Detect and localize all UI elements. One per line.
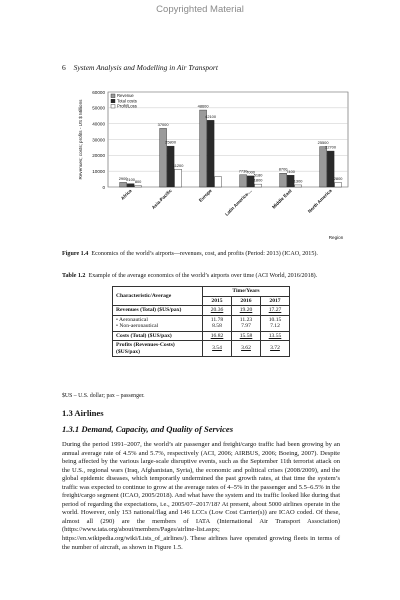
row-label-aeronautical: • Aeronautical	[116, 316, 148, 323]
row-label: Costs (Total) ($US/pax)	[113, 331, 203, 341]
table-row	[113, 331, 290, 341]
section-heading: 1.3 Airlines	[62, 408, 104, 418]
cell-value: 10.15	[268, 316, 282, 323]
legend-swatch	[111, 94, 115, 98]
cell-value: 11.78	[210, 316, 224, 323]
body-paragraph: During the period 1991–2007, the world’s air passenger and freight/cargo traffic had been growing by an annual average rate of 4.5% and 5.7%, respectively (ACI, 2006; AIRBUS, 2006; Boeing, 2007). Despite being affected by the various large-scale disruptive events, such as the September 11th terrorist attack on the U.S., regional wars (Iraq, Afghanistan, Syria), the economic and political crises (2008/2009), and the global epidemic diseases, which temporarily undermined the past growth rates, at that time the system’s traffic was expected to continue to grow at the average rates of 4–5% in the passenger and 5.5–6.5% in the freight/cargo segment (ICAO, 2005/2018). And what have the system and its traffic looked like during that period of regarding the expectations, i.e., 2005/07–2017/18? At present, about 5000 airlines operate in the world. However, only 153 national/flag and 146 LCCs (Low Cost Carrier(s)) are ICAO coded. Of these, almost all (290) are the members of IATA (International Air Transport Association) (https://www.iata.org/about/members/Pages/airline-list.aspx; https://en.wikipedia.org/wiki/Lists_of_airlines/). These airlines have operated growing fleets in terms of the number of aircraft, as shown in Figure 1.5.	[62, 441, 340, 551]
table-cell: 13.55	[261, 331, 290, 341]
bar	[280, 173, 287, 187]
data-label: 1800	[253, 177, 263, 183]
bar	[215, 177, 222, 187]
table-label: Table 1.2	[62, 273, 86, 279]
cell-value: 7.97	[241, 323, 251, 329]
row-label: Revenues (Total) ($US/pax)	[113, 306, 203, 316]
subsection-heading: 1.3.1 Demand, Capacity, and Quality of Services	[62, 424, 234, 434]
y-tick-label: 20000	[92, 153, 105, 159]
data-label: 7730	[238, 168, 248, 174]
data-label: 25800	[165, 139, 177, 145]
regional-airport-economics-chart	[62, 88, 352, 248]
data-label: 48600	[197, 103, 209, 109]
data-label: 22700	[325, 144, 337, 150]
table-cell: 20.36	[203, 306, 232, 316]
row-label: Profits (Revenues-Costs) ($US/pax)	[113, 341, 203, 357]
figure-caption-text: Economics of the world’s airports—revenues, cost, and profits (Period: 2013) (ICAO, 2015).	[91, 251, 318, 257]
figure-caption	[62, 250, 352, 258]
bar	[127, 184, 134, 187]
data-label: 2800	[333, 176, 343, 182]
data-label: 11200	[172, 162, 184, 168]
x-axis-label: Region	[328, 235, 344, 240]
legend-entry: Profit/Loss	[117, 103, 137, 109]
cell-value: 8.58	[212, 323, 222, 329]
table-cell	[261, 315, 290, 331]
page-number: 6	[62, 63, 66, 72]
data-label: 800	[134, 179, 142, 185]
y-tick-label: 50000	[92, 105, 105, 111]
data-label: 42100	[205, 113, 217, 119]
data-label: 7000	[246, 169, 255, 175]
legend-swatch	[111, 104, 115, 108]
bar	[200, 110, 207, 187]
running-head	[62, 63, 218, 72]
table-cell: 3.72	[261, 341, 290, 357]
bar	[295, 185, 302, 187]
year-header: 2017	[261, 296, 290, 306]
data-label: 8700	[278, 166, 288, 172]
legend-entry: Total costs	[117, 98, 137, 104]
year-header: 2016	[232, 296, 261, 306]
row-label-non-aeronautical: • Non-aeronautical	[116, 323, 159, 329]
characteristic-header: Characteristic/Average	[113, 287, 203, 306]
watermark: Copyrighted Material	[156, 4, 244, 15]
bar	[255, 184, 262, 187]
running-head-title: System Analysis and Modelling in Air Transport	[73, 63, 218, 72]
data-label: 2100	[126, 177, 135, 183]
row-label	[113, 315, 203, 331]
data-label: 2900	[118, 175, 128, 181]
bar	[160, 128, 167, 187]
x-tick-label: Asia-Pacific	[150, 188, 173, 211]
data-label: 1300	[293, 178, 303, 184]
y-tick-label: 10000	[92, 168, 105, 174]
x-tick-label: Africa	[119, 188, 133, 201]
table-cell: 15.58	[232, 331, 261, 341]
figure-label: Figure 1.4	[62, 251, 89, 257]
bar	[207, 120, 214, 187]
legend-entry: Revenue	[117, 93, 134, 99]
table-cell: 19.20	[232, 306, 261, 316]
table-caption	[62, 272, 357, 280]
bar	[335, 183, 342, 187]
bar	[327, 151, 334, 187]
table-cell: 3.54	[203, 341, 232, 357]
table-row	[113, 341, 290, 357]
cell-value: 7.12	[270, 323, 280, 329]
x-tick-label: Middle East	[271, 188, 293, 210]
data-label: 5180	[253, 172, 263, 178]
bar	[120, 182, 127, 187]
table-caption-text: Example of the average economics of the world’s airports over time (ACI World, 2016/2018).	[88, 273, 318, 279]
table-cell: 17.27	[261, 306, 290, 316]
table-cell: 3.62	[232, 341, 261, 357]
year-header: 2015	[203, 296, 232, 306]
table-cell	[203, 315, 232, 331]
bar	[240, 175, 247, 187]
airport-economics-table	[112, 286, 290, 357]
table-cell	[232, 315, 261, 331]
y-tick-label: 40000	[92, 121, 105, 127]
table-row	[113, 315, 290, 331]
x-tick-label: Latin America-...	[224, 188, 253, 217]
y-tick-label: 60000	[92, 89, 105, 95]
bar	[320, 147, 327, 187]
y-tick-label: 0	[102, 184, 105, 190]
time-years-header: Time/Years	[203, 287, 290, 297]
y-tick-label: 30000	[92, 137, 105, 143]
legend-swatch	[111, 99, 115, 103]
table-header-row	[113, 287, 290, 297]
x-tick-label: North America	[306, 188, 333, 214]
table-row	[113, 306, 290, 316]
table-note: $US – U.S. dollar; pax – passenger.	[62, 393, 145, 399]
cell-value: 11.23	[239, 316, 253, 323]
table-cell: 16.82	[203, 331, 232, 341]
x-tick-label: Europe	[197, 188, 213, 203]
data-label: 37000	[157, 121, 169, 127]
bar	[135, 186, 142, 187]
y-axis-label: Revenues; costs; profits - US $ Millions	[78, 99, 83, 180]
data-label: 7400	[286, 168, 295, 174]
data-label: 25500	[317, 140, 329, 146]
bar	[175, 169, 182, 187]
